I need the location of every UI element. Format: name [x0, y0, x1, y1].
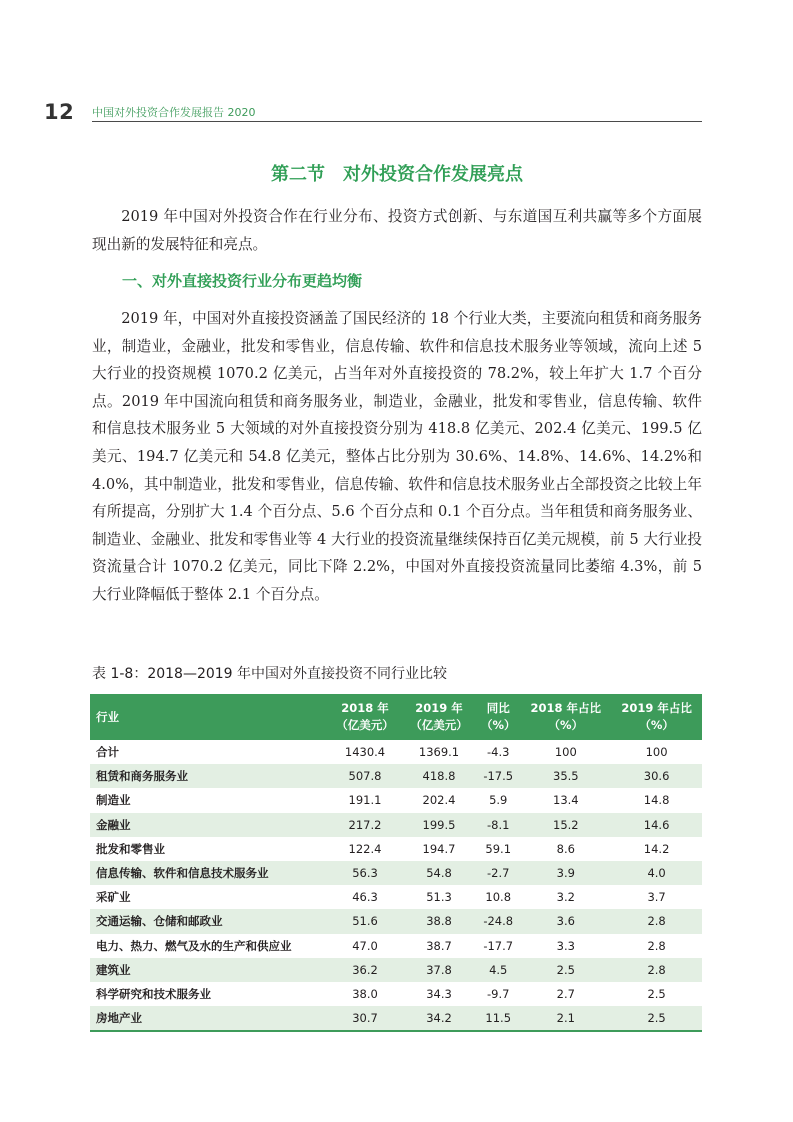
table-row [90, 764, 702, 788]
cell-share2018: 3.2 [556, 890, 575, 905]
cell-y2019: 51.3 [426, 890, 452, 905]
cell-y2018: 47.0 [352, 938, 378, 953]
header-yoy-line1: 同比 [486, 701, 510, 715]
table-row [90, 909, 702, 933]
cell-industry: 合计 [96, 745, 119, 760]
section-number: 第二节 [271, 164, 325, 185]
table-row [90, 837, 702, 861]
cell-y2018: 38.0 [352, 986, 378, 1001]
subsection-heading: 一、对外直接投资行业分布更趋均衡 [122, 272, 363, 290]
cell-share2019: 14.8 [643, 793, 670, 808]
cell-y2019: 37.8 [402, 958, 476, 982]
cell-industry: 金融业 [90, 813, 328, 837]
header-yoy [476, 694, 520, 740]
cell-yoy: 59.1 [485, 841, 512, 856]
cell-share2019: 30.6 [611, 764, 702, 788]
table-row [90, 1006, 702, 1031]
cell-share2019: 14.6 [611, 813, 702, 837]
cell-share2018: 35.5 [520, 764, 611, 788]
cell-yoy: 4.5 [476, 958, 520, 982]
cell-y2018: 30.7 [328, 1006, 402, 1031]
running-title: 中国对外投资合作发展报告 2020 [92, 106, 256, 119]
cell-yoy: -17.5 [476, 764, 520, 788]
header-share-2018-line1: 2018 年占比 [530, 701, 602, 715]
cell-industry: 租赁和商务服务业 [90, 764, 328, 788]
header-rule [92, 121, 702, 122]
cell-share2018: 15.2 [520, 813, 611, 837]
cell-y2019: 194.7 [422, 841, 456, 856]
cell-share2018: 2.5 [520, 958, 611, 982]
cell-industry: 信息传输、软件和信息技术服务业 [90, 861, 328, 885]
section-title [92, 160, 702, 186]
cell-yoy: 5.9 [489, 793, 508, 808]
cell-yoy: 11.5 [476, 1006, 520, 1031]
cell-share2018: 3.3 [556, 938, 575, 953]
cell-y2019: 34.3 [426, 986, 452, 1001]
cell-share2019: 2.5 [611, 1006, 702, 1031]
section-title-text: 对外投资合作发展亮点 [343, 164, 523, 185]
header-2019-line2: （亿美元） [410, 718, 468, 732]
intro-paragraph: 2019 年中国对外投资合作在行业分布、投资方式创新、与东道国互利共赢等多个方面展现出新的发展特征和亮点。 [92, 208, 702, 253]
table-row [90, 861, 702, 885]
cell-share2019: 2.8 [611, 958, 702, 982]
header-share-2018 [520, 694, 611, 740]
cell-industry: 批发和零售业 [96, 841, 165, 856]
cell-industry: 建筑业 [90, 958, 328, 982]
table-row [90, 788, 702, 812]
cell-industry: 电力、热力、燃气及水的生产和供应业 [96, 938, 292, 953]
cell-industry: 科学研究和技术服务业 [96, 986, 211, 1001]
cell-yoy: -24.8 [476, 909, 520, 933]
table-header-row [90, 694, 702, 740]
cell-yoy: -9.7 [486, 986, 510, 1001]
cell-y2018: 46.3 [352, 890, 378, 905]
cell-industry: 交通运输、仓储和邮政业 [90, 909, 328, 933]
cell-yoy: -8.1 [476, 813, 520, 837]
cell-y2018: 122.4 [348, 841, 382, 856]
header-share-2019-line1: 2019 年占比 [621, 701, 692, 715]
cell-share2019: 100 [645, 745, 668, 760]
cell-y2018: 36.2 [328, 958, 402, 982]
cell-yoy: -2.7 [476, 861, 520, 885]
cell-share2018: 2.1 [520, 1006, 611, 1031]
cell-y2019: 38.8 [402, 909, 476, 933]
table-row [90, 885, 702, 909]
cell-y2018: 217.2 [328, 813, 402, 837]
cell-y2019: 199.5 [402, 813, 476, 837]
cell-industry: 房地产业 [90, 1006, 328, 1031]
cell-industry: 采矿业 [96, 890, 131, 905]
table-row [90, 813, 702, 837]
cell-share2018: 3.9 [520, 861, 611, 885]
header-share-2019 [611, 694, 702, 740]
cell-share2018: 8.6 [556, 841, 575, 856]
cell-y2018: 1430.4 [344, 745, 386, 760]
table-row [90, 740, 702, 764]
cell-yoy: -17.7 [483, 938, 514, 953]
table-row [90, 958, 702, 982]
cell-y2018: 191.1 [348, 793, 382, 808]
page-number: 12 [44, 100, 75, 124]
cell-share2019: 2.8 [647, 938, 666, 953]
cell-y2019: 1369.1 [418, 745, 460, 760]
cell-y2019: 418.8 [402, 764, 476, 788]
cell-share2018: 13.4 [553, 793, 579, 808]
header-industry: 行业 [90, 694, 328, 740]
cell-y2019: 38.7 [426, 938, 452, 953]
header-yoy-line2: （%） [480, 718, 516, 732]
cell-share2019: 2.8 [611, 909, 702, 933]
cell-y2018: 56.3 [328, 861, 402, 885]
cell-y2018: 507.8 [328, 764, 402, 788]
cell-yoy: -4.3 [486, 745, 510, 760]
cell-share2018: 2.7 [556, 986, 575, 1001]
cell-share2019: 2.5 [647, 986, 666, 1001]
header-2018-line1: 2018 年 [341, 701, 389, 715]
cell-yoy: 10.8 [485, 890, 512, 905]
cell-share2019: 14.2 [643, 841, 670, 856]
header-2018-line2: （亿美元） [336, 718, 394, 732]
cell-y2018: 51.6 [328, 909, 402, 933]
cell-y2019: 54.8 [402, 861, 476, 885]
table-caption: 表 1-8：2018—2019 年中国对外直接投资不同行业比较 [92, 666, 448, 682]
cell-share2018: 100 [554, 745, 577, 760]
cell-y2019: 34.2 [402, 1006, 476, 1031]
cell-industry: 制造业 [96, 793, 131, 808]
cell-share2019: 3.7 [647, 890, 666, 905]
header-2019-line1: 2019 年 [415, 701, 463, 715]
header-share-2019-line2: （%） [639, 718, 674, 732]
table-body [90, 740, 702, 1031]
table-row [90, 934, 702, 958]
cell-share2019: 4.0 [611, 861, 702, 885]
header-2019 [402, 694, 476, 740]
body-paragraph: 2019 年，中国对外直接投资涵盖了国民经济的 18 个行业大类，主要流向租赁和商务服务业，制造业，金融业，批发和零售业，信息传输、软件和信息技术服务业等领域，流向上述 5 大行业的投资规模 1070.2 亿美元，占当年对外直接投资的 78.2%，较上年扩大 1.7 个百分点。2019 年中国流向租赁和商务服务业，制造业，金融业，批发和零售业，信息传输、软件和信息技术服务业 5 大领域的对外直接投资分别为 418.8 亿美元、202.4 亿美元、199.5 亿美元、194.7 亿美元和 54.8 亿美元，整体占比分别为 30.6%、14.8%、14.6%、14.2%和 4.0%，其中制造业，批发和零售业，信息传输、软件和信息技术服务业占全部投资之比较上年有所提高，分别扩大 1.4 个百分点、5.6 个百分点和 0.1 个百分点。当年租赁和商务服务业、制造业、金融业、批发和零售业等 4 大行业的投资流量继续保持百亿美元规模，前 5 大行业投资流量合计 1070.2 亿美元，同比下降 2.2%，中国对外直接投资流量同比萎缩 4.3%，前 5 大行业降幅低于整体 2.1 个百分点。 [92, 310, 702, 603]
table-row [90, 982, 702, 1006]
industry-comparison-table [90, 694, 702, 1032]
cell-y2019: 202.4 [422, 793, 456, 808]
header-share-2018-line2: （%） [548, 718, 584, 732]
cell-share2018: 3.6 [520, 909, 611, 933]
header-2018 [328, 694, 402, 740]
